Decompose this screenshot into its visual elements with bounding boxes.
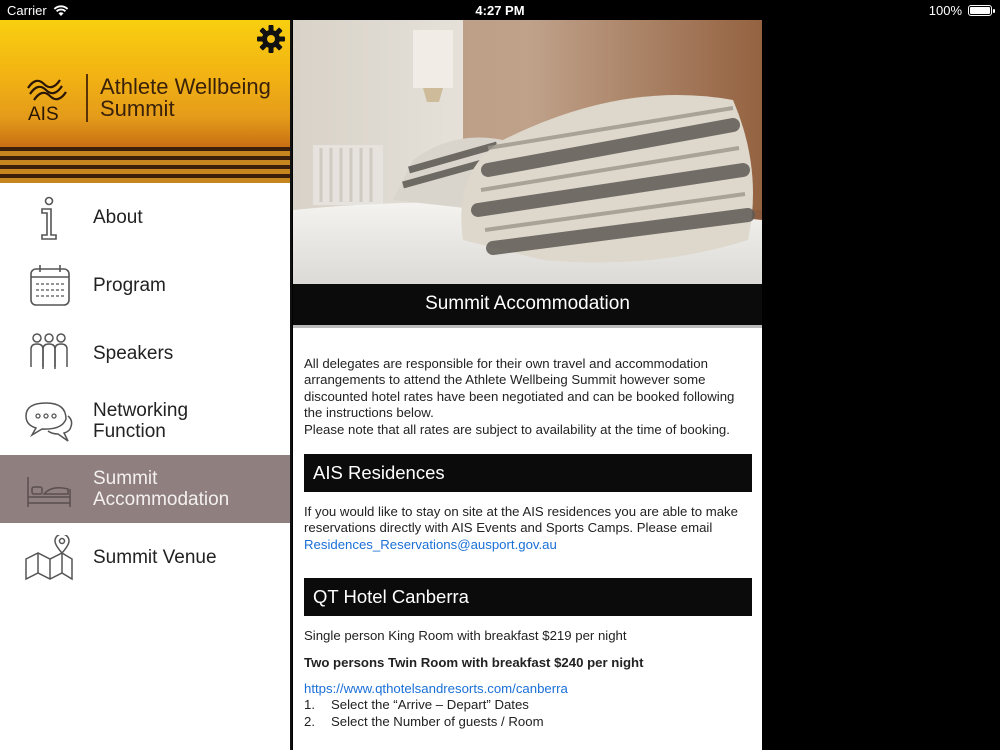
section-heading-ais-residences: AIS Residences [304,454,752,492]
empty-detail-area [762,20,1000,750]
brand-title [100,76,271,120]
brand-header [0,20,290,183]
nav-item-program[interactable] [0,251,290,319]
nav-label-accommodation-line1: Summit [93,468,158,489]
list-item [304,714,752,730]
calendar-icon [22,263,76,309]
content-panel [293,20,762,750]
chat-bubbles-icon [22,399,76,445]
nav-item-venue[interactable] [0,523,290,591]
twin-room-rate: Two persons Twin Room with breakfast $240 per night [304,654,644,670]
nav-label-networking-line2: Function [93,421,166,442]
ais-logo [26,70,72,122]
section-heading-qt-hotel: QT Hotel Canberra [304,578,752,616]
bed-icon [22,467,76,513]
brand-title-line1: Athlete Wellbeing [100,74,271,99]
page-content [304,356,752,730]
residences-email-link[interactable]: Residences_Reservations@ausport.gov.au [304,536,557,552]
nav-item-networking[interactable] [0,387,290,455]
nav-label-accommodation [93,468,229,510]
nav-label-accommodation-line2: Accommodation [93,489,230,510]
nav-item-speakers[interactable] [0,319,290,387]
info-icon [22,195,76,241]
battery-icon [968,5,992,16]
map-pin-icon [22,535,76,581]
hero-image [293,20,762,284]
nav-menu [0,183,290,591]
nav-label-networking-line1: Networking [93,400,189,421]
status-bar [0,0,1000,20]
step-number: 1. [304,697,315,713]
nav-item-accommodation[interactable] [0,455,290,523]
step-number: 2. [304,713,315,729]
brand-divider [86,74,88,122]
qt-hotel-link[interactable]: https://www.qthotelsandresorts.com/canberra [304,681,568,697]
step-text: Select the “Arrive – Depart” Dates [331,697,529,713]
status-right [929,3,992,18]
nav-label-speakers: Speakers [93,342,174,364]
booking-steps [304,697,752,730]
ais-logo-text: AIS [28,104,59,122]
nav-item-about[interactable] [0,183,290,251]
nav-label-venue: Summit Venue [93,546,217,568]
note-text: Please note that all rates are subject to availability at the time of booking. [304,421,730,437]
nav-label-networking [93,400,188,442]
ais-residences-body: If you would like to stay on site at the AIS residences you are able to make reservations directly with AIS Events and Sports Camps. Please email [304,504,738,536]
page-title: Summit Accommodation [293,284,762,328]
single-room-rate: Single person King Room with breakfast $219 per night [304,628,627,644]
ais-residences-text [304,504,752,553]
status-time: 4:27 PM [475,3,525,18]
carrier-label: Carrier [7,3,47,18]
sidebar [0,20,292,750]
people-icon [22,331,76,377]
gear-icon[interactable] [256,24,286,54]
intro-text: All delegates are responsible for their own travel and accommodation arrangements to attend the Athlete Wellbeing Summit however some discounted hotel rates have been negotiated and can be booked following the instructions below. [304,356,735,421]
hotel-bed-illustration [293,20,762,284]
nav-label-program: Program [93,274,166,296]
list-item [304,697,752,713]
brand-title-line2: Summit [100,96,175,121]
battery-percent: 100% [928,3,962,18]
step-text: Select the Number of guests / Room [331,713,544,729]
qt-link-row [304,681,752,697]
brand-stripes [0,147,290,183]
battery-fill [970,7,990,14]
nav-label-about: About [93,206,143,228]
